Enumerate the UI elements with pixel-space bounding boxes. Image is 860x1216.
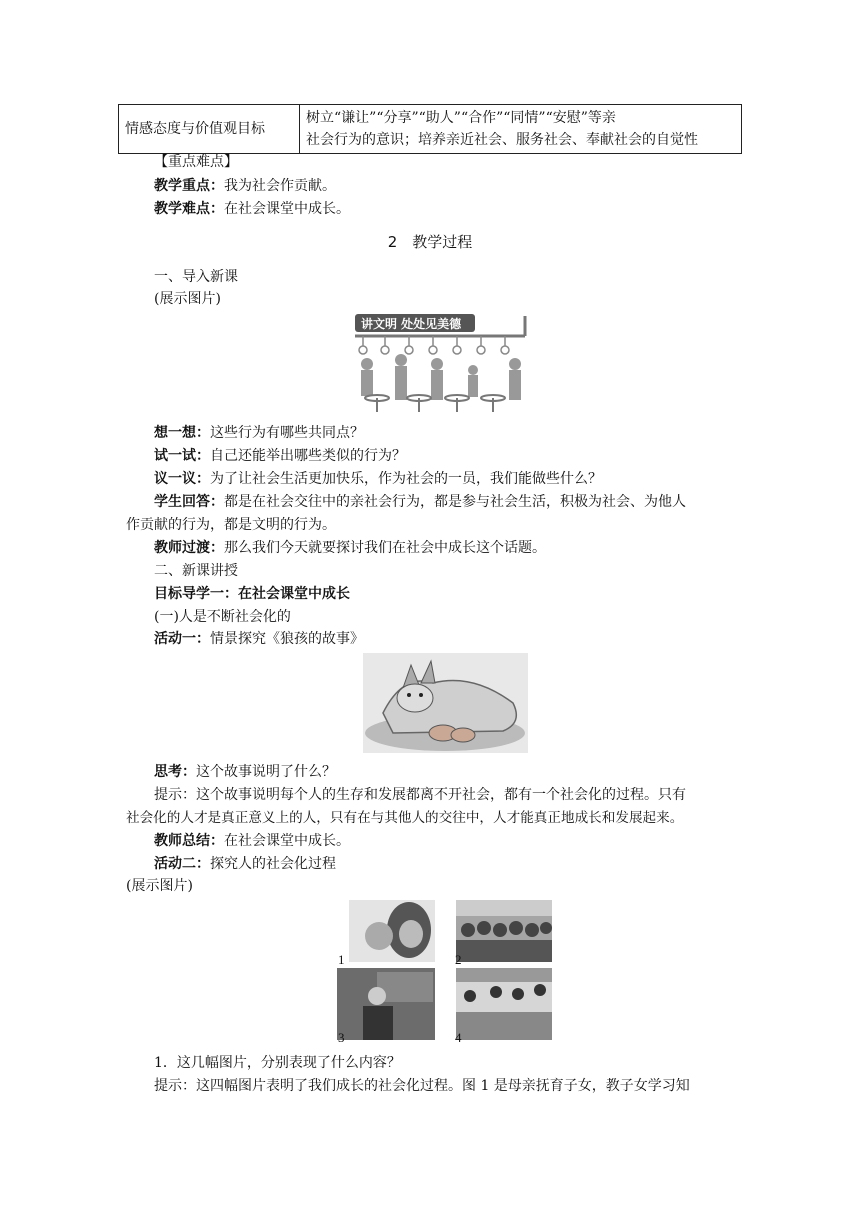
key-points-heading: 【重点难点】 bbox=[154, 154, 238, 170]
question-1: 1．这几幅图片，分别表现了什么内容？ bbox=[154, 1055, 401, 1071]
show-picture-note: (展示图片) bbox=[154, 291, 221, 307]
answer-line-2: 作贡献的行为，都是文明的行为。 bbox=[126, 517, 336, 533]
photo-number-4: 4 bbox=[455, 1030, 462, 1045]
photo-teacher bbox=[337, 968, 435, 1040]
photo-students bbox=[456, 900, 552, 962]
section-title: 2 教学过程 bbox=[387, 233, 473, 251]
banner-text: 讲文明 处处见美德 bbox=[361, 317, 462, 331]
activity-1: 活动一：情景探究《狼孩的故事》 bbox=[154, 631, 364, 647]
photo-number-1: 1 bbox=[338, 952, 345, 967]
table-label: 情感态度与价值观目标 bbox=[119, 105, 300, 154]
think-line: 想一想：这些行为有哪些共同点？ bbox=[154, 425, 364, 441]
photo-number-3: 3 bbox=[338, 1030, 345, 1045]
transition-line: 教师过渡：那么我们今天就要探讨我们在社会中成长这个话题。 bbox=[154, 540, 546, 556]
table-content: 树立“谦让”“分享”“助人”“合作”“同情”“安慰”等亲 社会行为的意识；培养亲近社会、服务社会、奉献社会的自觉性 bbox=[300, 105, 742, 154]
think-question: 思考：这个故事说明了什么？ bbox=[154, 764, 336, 780]
teaching-difficulty: 教学难点：在社会课堂中成长。 bbox=[154, 201, 350, 217]
hint-2: 提示：这四幅图片表明了我们成长的社会化过程。图 1 是母亲抚育子女，教子女学习知 bbox=[154, 1078, 690, 1094]
show-picture-note-2: (展示图片) bbox=[126, 878, 193, 894]
civility-cartoon bbox=[353, 312, 529, 416]
objectives-table bbox=[118, 104, 742, 154]
wolf-child-image bbox=[363, 653, 528, 753]
discuss-line: 议一议：为了让社会生活更加快乐，作为社会的一员，我们能做些什么？ bbox=[154, 471, 602, 487]
goal-heading-1: 目标导学一：在社会课堂中成长 bbox=[154, 586, 350, 602]
photo-field-work bbox=[456, 968, 552, 1040]
try-line: 试一试：自己还能举出哪些类似的行为？ bbox=[154, 448, 406, 464]
photo-mother-child bbox=[349, 900, 435, 962]
teacher-summary: 教师总结：在社会课堂中成长。 bbox=[154, 833, 350, 849]
photo-number-2: 2 bbox=[455, 952, 462, 967]
teaching-focus: 教学重点：我为社会作贡献。 bbox=[154, 178, 336, 194]
new-lesson-heading: 二、新课讲授 bbox=[154, 563, 238, 579]
hint-1-line-1: 提示：这个故事说明每个人的生存和发展都离不开社会，都有一个社会化的过程。只有 bbox=[154, 787, 686, 803]
intro-heading: 一、导入新课 bbox=[154, 269, 238, 285]
answer-line-1: 学生回答：都是在社会交往中的亲社会行为，都是参与社会生活，积极为社会、为他人 bbox=[154, 494, 686, 510]
sub-heading-1: (一)人是不断社会化的 bbox=[154, 609, 291, 625]
hint-1-line-2: 社会化的人才是真正意义上的人，只有在与其他人的交往中，人才能真正地成长和发展起来。 bbox=[126, 810, 684, 826]
activity-2: 活动二：探究人的社会化过程 bbox=[154, 856, 336, 872]
